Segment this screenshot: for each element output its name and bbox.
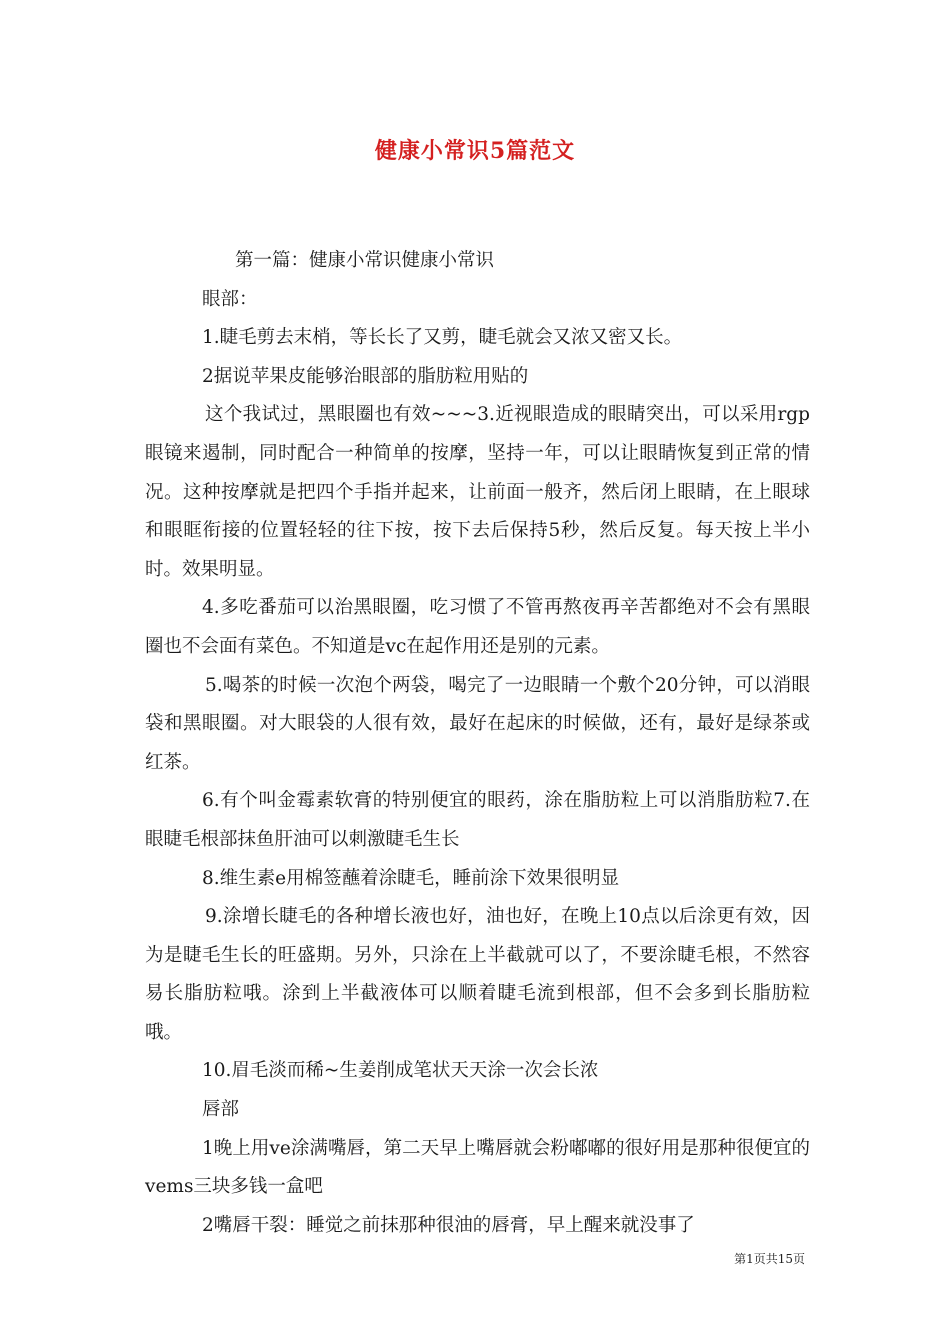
paragraph: 4.多吃番茄可以治黑眼圈，吃习惯了不管再熬夜再辛苦都绝对不会有黑眼圈也不会面有菜色。不知道是vc在起作用还是别的元素。 [145, 597, 810, 657]
subheading-lips: 唇部 [202, 1099, 240, 1121]
section-heading: 第一篇：健康小常识健康小常识 [235, 250, 495, 271]
paragraph: 1晚上用ve涂满嘴唇，第二天早上嘴唇就会粉嘟嘟的很好用是那种很便宜的vems三块多钱一盒吧 [145, 1137, 810, 1198]
paragraph: 6.有个叫金霉素软膏的特别便宜的眼药，涂在脂肪粒上可以消脂肪粒7.在眼睫毛根部抹鱼肝油可以刺激睫毛生长 [145, 790, 810, 850]
document-body [145, 242, 810, 1245]
paragraph: 10.眉毛淡而稀~生姜削成笔状天天涂一次会长浓 [202, 1060, 599, 1082]
paragraph: 8.维生素e用棉签蘸着涂睫毛，睡前涂下效果很明显 [202, 867, 620, 889]
paragraph: 2嘴唇干裂：睡觉之前抹那种很油的唇膏，早上醒来就没事了 [202, 1214, 695, 1236]
paragraph: 5.喝茶的时候一次泡个两袋，喝完了一边眼睛一个敷个20分钟，可以消眼袋和黑眼圈。对大眼袋的人很有效，最好在起床的时候做，还有，最好是绿茶或红茶。 [145, 674, 810, 773]
document-title: 健康小常识5篇范文 [374, 138, 576, 164]
paragraph: 这个我试过，黑眼圈也有效~~~3.近视眼造成的眼睛突出，可以采用rgp眼镜来遏制，同时配合一种简单的按摩，坚持一年，可以让眼睛恢复到正常的情况。这种按摩就是把四个手指并起来，让前面一般齐，然后闭上眼睛，在上眼球和眼眶衔接的位置轻轻的往下按，按下去后保持5秒，然后反复。每天按上半小时。效果明显。 [145, 404, 810, 580]
subheading-eyes: 眼部： [202, 288, 258, 310]
paragraph: 1.睫毛剪去末梢，等长长了又剪，睫毛就会又浓又密又长。 [202, 327, 683, 349]
paragraph: 2据说苹果皮能够治眼部的脂肪粒用贴的 [202, 365, 529, 387]
paragraph: 9.涂增长睫毛的各种增长液也好，油也好，在晚上10点以后涂更有效，因为是睫毛生长的旺盛期。另外，只涂在上半截就可以了，不要涂睫毛根，不然容易长脂肪粒哦。涂到上半截液体可以顺着睫毛流到根部，但不会多到长脂肪粒哦。 [145, 906, 810, 1043]
page-number-footer: 第1页共15页 [734, 1252, 805, 1266]
